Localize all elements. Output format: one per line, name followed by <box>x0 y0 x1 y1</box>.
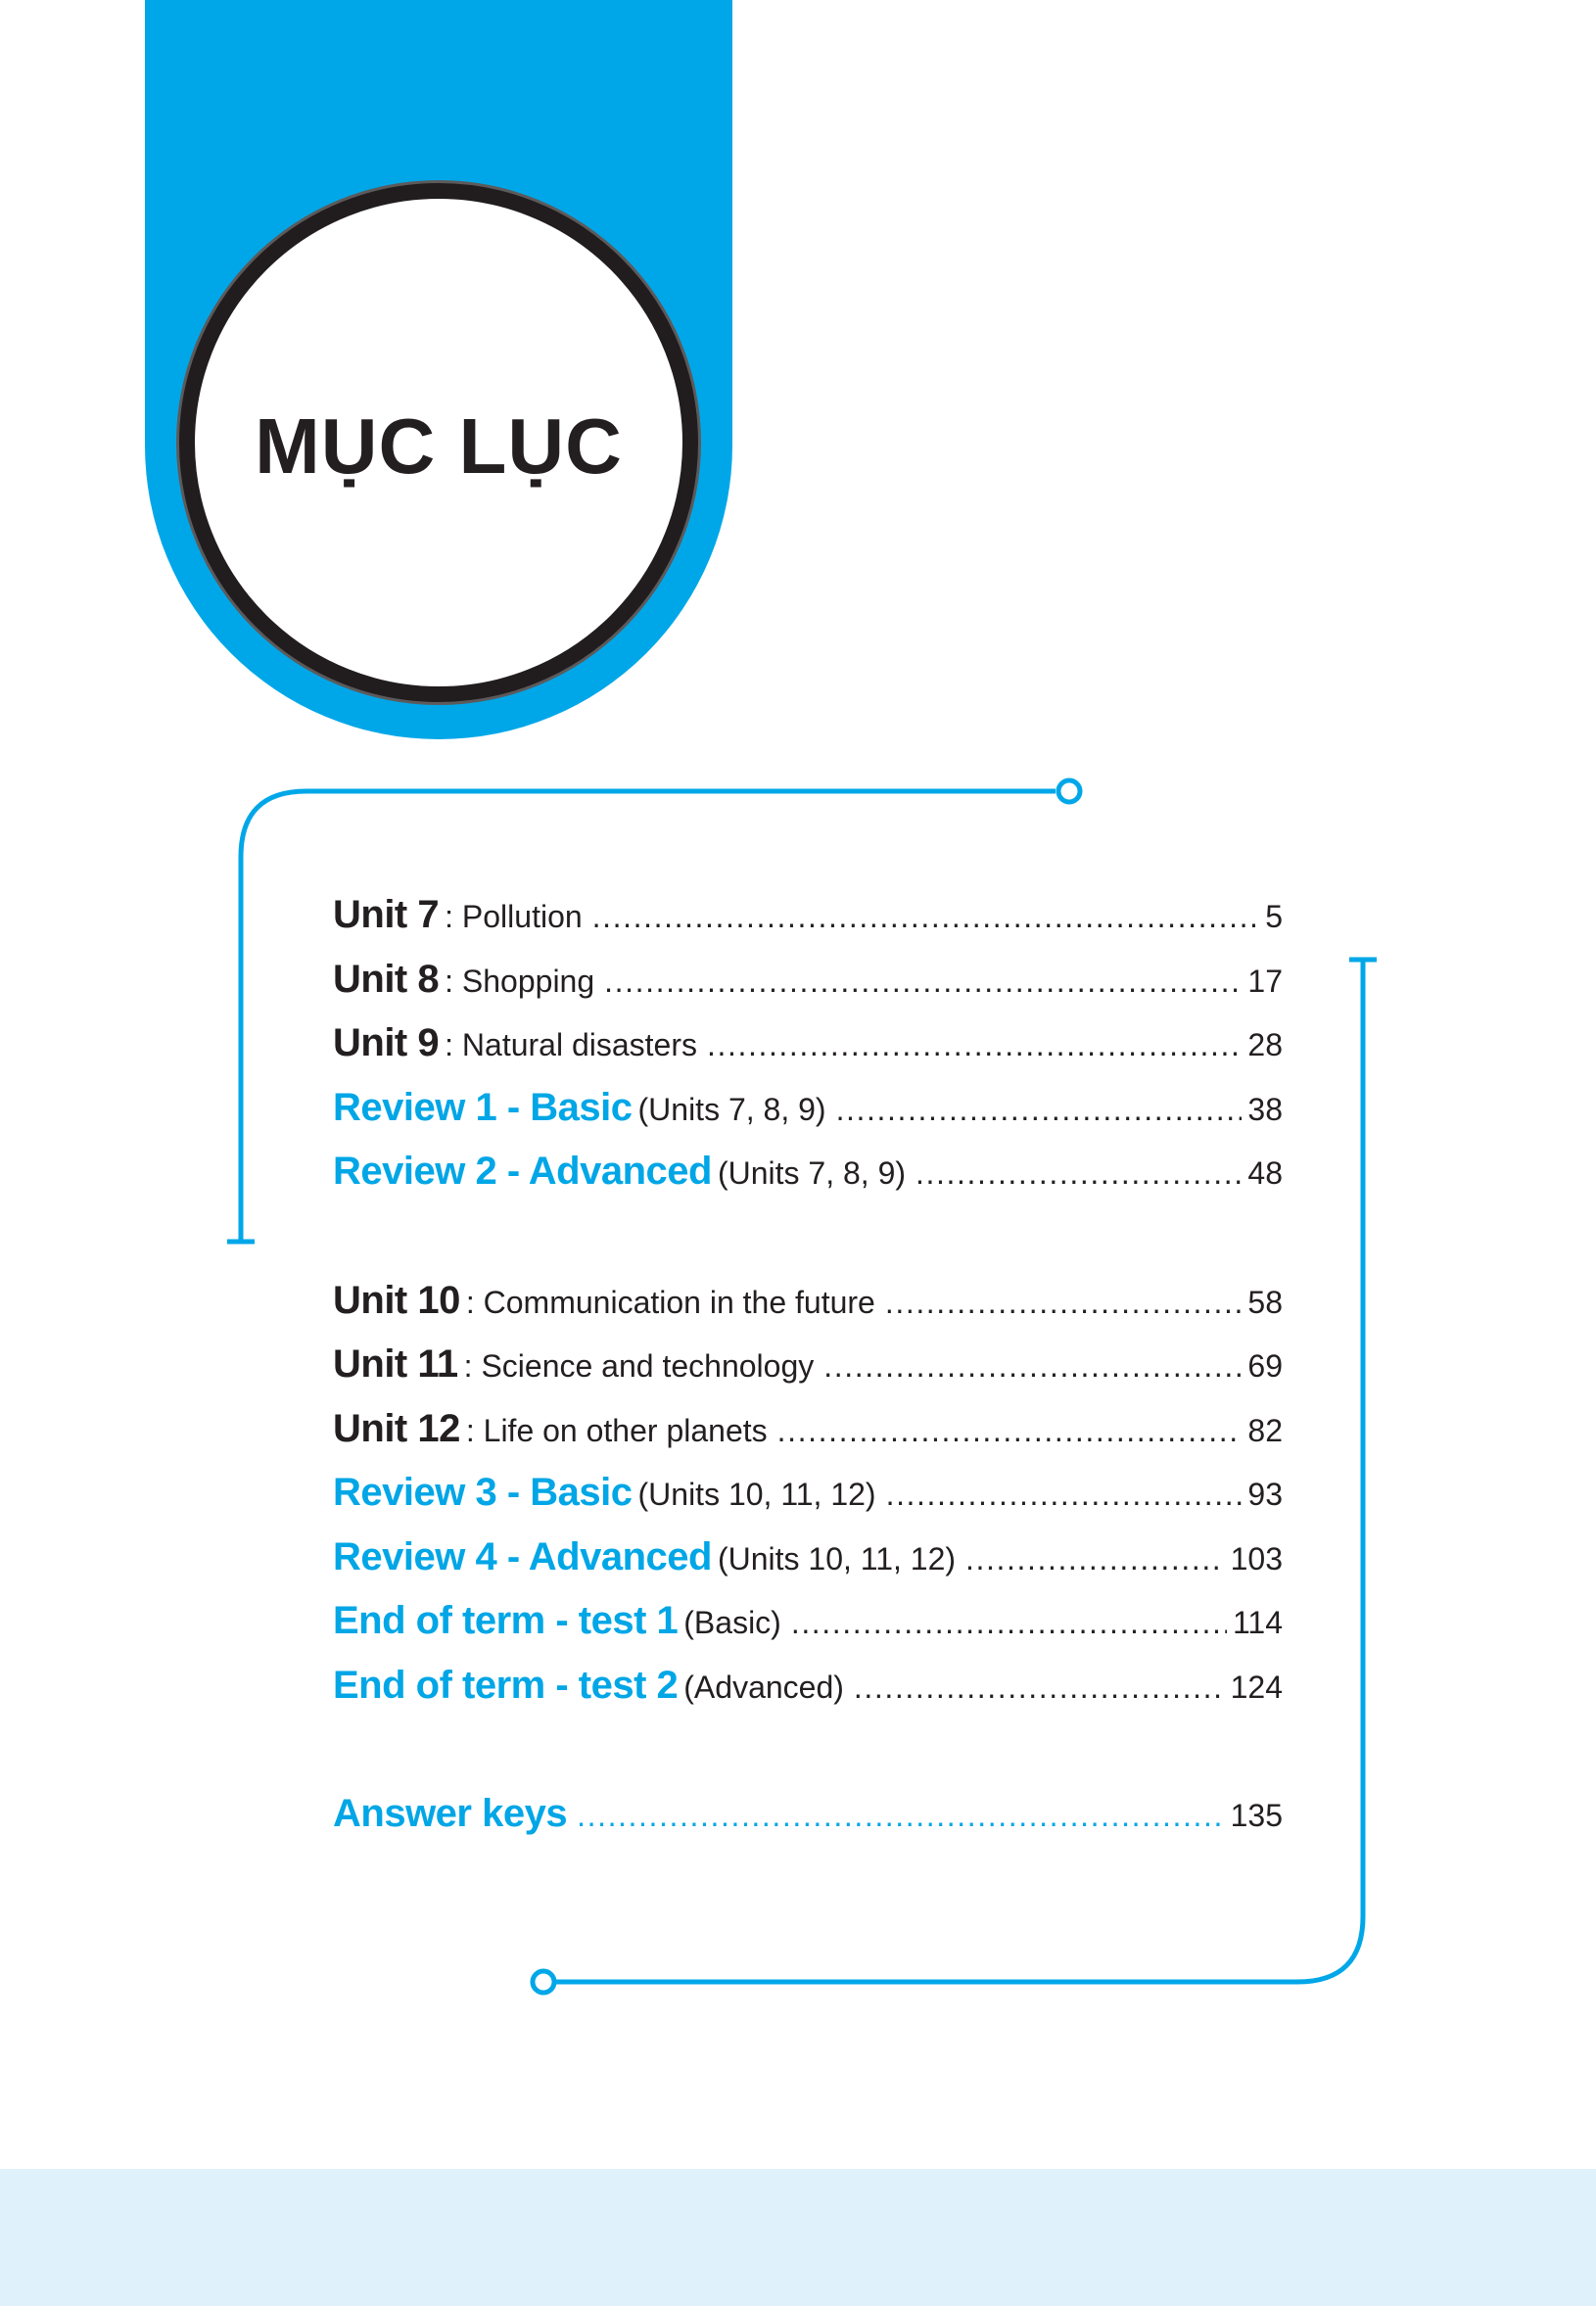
toc-entry[interactable] <box>333 1342 1283 1407</box>
toc-group-spacer <box>333 1214 1283 1279</box>
toc-entry-page: 58 <box>1247 1284 1283 1320</box>
toc-entry-subtitle: (Basic) <box>683 1605 781 1640</box>
toc-leader-dots <box>791 1605 1227 1641</box>
toc-entry[interactable] <box>333 1021 1283 1086</box>
toc-leader-dots <box>823 1348 1242 1385</box>
toc-group-units-7-9 <box>333 893 1283 1214</box>
toc-entry-subtitle: (Advanced) <box>683 1669 844 1705</box>
toc-entry-page: 69 <box>1247 1348 1283 1384</box>
toc-entry[interactable] <box>333 1599 1283 1664</box>
toc-entry[interactable] <box>333 1471 1283 1535</box>
toc-leader-dots <box>854 1670 1225 1706</box>
footer-band <box>0 2169 1596 2306</box>
toc-entry-subtitle: (Units 7, 8, 9) <box>637 1091 826 1127</box>
toc-entry-subtitle: : Natural disasters <box>445 1027 697 1062</box>
toc-entry[interactable] <box>333 1150 1283 1214</box>
toc-entry-subtitle: : Life on other planets <box>465 1412 768 1448</box>
toc-entry-subtitle: : Shopping <box>445 963 595 999</box>
toc-entry-title: End of term - test 1 <box>333 1599 679 1642</box>
toc-leader-dots <box>886 1477 1243 1513</box>
toc-leader-dots <box>577 1798 1225 1834</box>
toc-entry-page: 28 <box>1247 1027 1283 1062</box>
toc-entry-page: 135 <box>1230 1798 1283 1833</box>
toc-entry[interactable] <box>333 1279 1283 1343</box>
toc-leader-dots <box>836 1092 1243 1128</box>
toc-entry-title: Unit 8 <box>333 957 440 1001</box>
toc-entry-title: Review 1 - Basic <box>333 1085 633 1129</box>
title-badge <box>179 183 698 702</box>
toc-entry-title: Unit 11 <box>333 1342 458 1386</box>
toc-entry-title: Unit 9 <box>333 1021 440 1064</box>
toc-entry-title: Unit 10 <box>333 1278 460 1322</box>
toc-entry-page: 93 <box>1247 1477 1283 1512</box>
toc-leader-dots <box>915 1155 1242 1192</box>
toc-entry[interactable] <box>333 893 1283 958</box>
toc-entry-subtitle: : Pollution <box>445 899 583 934</box>
toc-entry-page: 82 <box>1247 1412 1283 1448</box>
toc-entry-page: 38 <box>1247 1091 1283 1127</box>
toc-entry-title: Unit 7 <box>333 893 440 936</box>
toc-entry-page: 103 <box>1230 1540 1283 1577</box>
toc-leader-dots <box>885 1285 1243 1321</box>
frame-top-end-circle <box>1058 780 1080 802</box>
toc-leader-dots <box>592 899 1260 935</box>
toc-group-units-10-12 <box>333 1279 1283 1728</box>
toc-entry[interactable] <box>333 1535 1283 1600</box>
toc-entry[interactable] <box>333 1086 1283 1151</box>
toc-entry-page: 114 <box>1232 1605 1283 1640</box>
toc-entry-subtitle: : Communication in the future <box>465 1284 875 1320</box>
toc-entry-title: Review 4 - Advanced <box>333 1534 712 1578</box>
toc-entry-page: 17 <box>1247 963 1283 999</box>
toc-entry[interactable] <box>333 1664 1283 1728</box>
toc-entry[interactable] <box>333 958 1283 1022</box>
toc-leader-dots <box>707 1027 1242 1063</box>
frame-bottom-end-circle <box>533 1971 554 1993</box>
toc-entry-title: Review 2 - Advanced <box>333 1150 712 1193</box>
toc-entry-subtitle: (Units 10, 11, 12) <box>637 1477 876 1512</box>
toc-entry-page: 48 <box>1247 1155 1283 1191</box>
page-title: MỤC LỤC <box>255 402 623 490</box>
toc-entry-page: 124 <box>1230 1669 1283 1705</box>
table-of-contents <box>333 893 1283 1857</box>
toc-entry-page: 5 <box>1265 899 1283 934</box>
toc-leader-dots <box>965 1541 1225 1577</box>
toc-entry-title: Answer keys <box>333 1792 568 1835</box>
toc-entry[interactable] <box>333 1407 1283 1472</box>
toc-entry-title: Unit 12 <box>333 1406 460 1450</box>
toc-group-spacer <box>333 1727 1283 1792</box>
toc-entry-title: Review 3 - Basic <box>333 1471 633 1514</box>
toc-entry-title: End of term - test 2 <box>333 1663 679 1707</box>
toc-leader-dots <box>777 1413 1243 1449</box>
toc-entry-subtitle: (Units 10, 11, 12) <box>717 1540 957 1577</box>
toc-leader-dots <box>604 964 1242 1000</box>
toc-entry-subtitle: (Units 7, 8, 9) <box>717 1155 907 1191</box>
toc-entry-answer-keys[interactable] <box>333 1792 1283 1857</box>
toc-entry-subtitle: : Science and technology <box>463 1348 815 1384</box>
